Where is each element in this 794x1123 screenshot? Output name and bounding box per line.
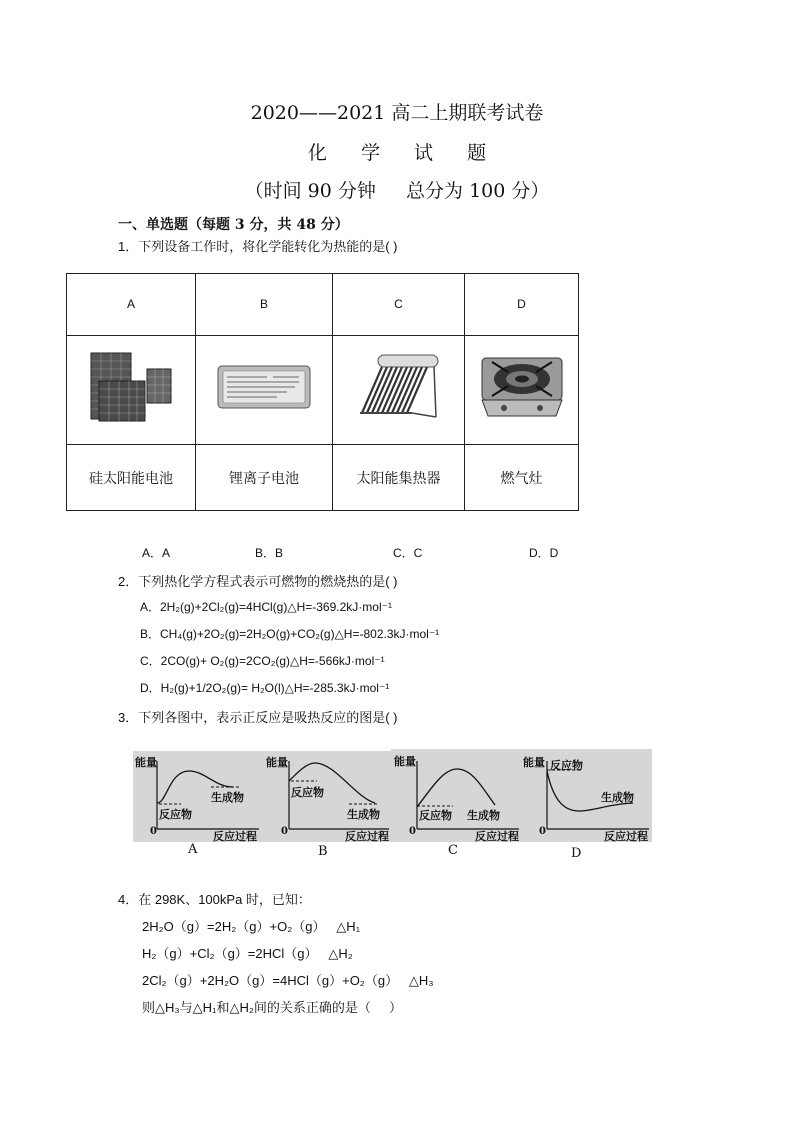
energy-graph-d [523, 749, 652, 842]
energy-graph-b [263, 751, 391, 842]
graph-b-product: 生成物 [347, 808, 380, 821]
column-header-d: D [465, 274, 579, 336]
section-heading: 一、单选题（每题 3 分，共 48 分） [118, 217, 349, 233]
q1-answer-c: C．C [393, 546, 423, 560]
graph-b-y-label: 能量 [266, 756, 288, 769]
subject-char: 化 [307, 142, 327, 164]
q1-answer-b: B．B [255, 546, 284, 560]
graph-a-letter: A [188, 842, 198, 857]
energy-graph-c [391, 749, 523, 842]
question-2-stem: 2．下列热化学方程式表示可燃物的燃烧热的是( ) [118, 574, 398, 589]
graph-d-letter: D [571, 846, 582, 861]
graph-a-origin: 0 [150, 826, 157, 837]
graph-d-reactant: 反应物 [550, 759, 583, 772]
graph-c-x-label: 反应过程 [475, 830, 519, 843]
q1-answer-a: A．A [142, 546, 171, 560]
graph-d-product: 生成物 [601, 791, 634, 804]
graph-b-reactant: 反应物 [291, 786, 324, 799]
solar-heater-cell [333, 335, 465, 445]
q2-option-b: B．CH₄(g)+2O₂(g)=2H₂O(g)+CO₂(g)△H=-802.3kJ·mol⁻¹ [140, 627, 440, 641]
q4-question: 则△H₃与△H₁和△H₂间的关系正确的是（ ） [142, 1000, 402, 1015]
graph-a-y-label: 能量 [135, 756, 157, 769]
graph-d-x-label: 反应过程 [604, 830, 648, 843]
q2-option-a: A．2H₂(g)+2Cl₂(g)=4HCl(g)△H=-369.2kJ·mol⁻¹ [140, 600, 392, 614]
time-info: （时间 90 分钟 总分为 100 分） [244, 180, 550, 202]
subject-char: 试 [414, 142, 434, 164]
device-table [66, 273, 579, 511]
q2-option-c: C．2CO(g)+ O₂(g)=2CO₂(g)△H=-566kJ·mol⁻¹ [140, 654, 385, 668]
q4-equation-1: 2H₂O（g）=2H₂（g）+O₂（g） △H₁ [142, 919, 361, 934]
column-header-b: B [196, 274, 333, 336]
solar-panel-icon [89, 351, 173, 423]
column-header-c: C [333, 274, 465, 336]
graph-d-y-label: 能量 [523, 756, 545, 769]
graph-a-product: 生成物 [211, 791, 244, 804]
graph-d-origin: 0 [539, 826, 546, 837]
battery-cell [196, 335, 333, 445]
graph-c-y-label: 能量 [394, 755, 416, 768]
gas-stove-cell [465, 335, 579, 445]
graph-c-product: 生成物 [467, 809, 500, 822]
solar-panel-cell [67, 335, 196, 445]
graph-b-letter: B [318, 844, 328, 859]
question-4-stem: 4．在 298K、100kPa 时，已知： [118, 892, 311, 907]
graph-c-origin: 0 [409, 826, 416, 837]
graph-c-letter: C [448, 843, 458, 858]
exam-title: 2020——2021 高二上期联考试卷 [250, 102, 544, 124]
energy-graph-a [133, 751, 263, 842]
q1-answer-d: D．D [529, 546, 559, 560]
graph-a-x-label: 反应过程 [213, 830, 257, 843]
device-label-a: 硅太阳能电池 [67, 445, 196, 511]
device-label-b: 锂离子电池 [196, 445, 333, 511]
question-3-stem: 3．下列各图中，表示正反应是吸热反应的图是( ) [118, 710, 398, 725]
subject-char: 学 [360, 142, 380, 164]
graph-a-reactant: 反应物 [159, 808, 192, 821]
q2-option-d: D．H₂(g)+1/2O₂(g)= H₂O(l)△H=-285.3kJ·mol⁻¹ [140, 681, 390, 695]
graph-c-reactant: 反应物 [419, 809, 452, 822]
subject-title [0, 138, 794, 165]
gas-stove-icon [478, 352, 566, 422]
q4-equation-3: 2Cl₂（g）+2H₂O（g）=4HCl（g）+O₂（g） △H₃ [142, 973, 434, 988]
lithium-battery-icon [217, 365, 311, 409]
question-1-stem: 1．下列设备工作时，将化学能转化为热能的是( ) [118, 239, 398, 254]
graph-b-x-label: 反应过程 [345, 830, 389, 843]
column-header-a: A [67, 274, 196, 336]
device-label-c: 太阳能集热器 [333, 445, 465, 511]
device-label-d: 燃气灶 [465, 445, 579, 511]
q4-equation-2: H₂（g）+Cl₂（g）=2HCl（g） △H₂ [142, 946, 353, 961]
solar-water-heater-icon [356, 353, 442, 421]
subject-char: 题 [467, 142, 487, 164]
graph-b-origin: 0 [281, 826, 288, 837]
